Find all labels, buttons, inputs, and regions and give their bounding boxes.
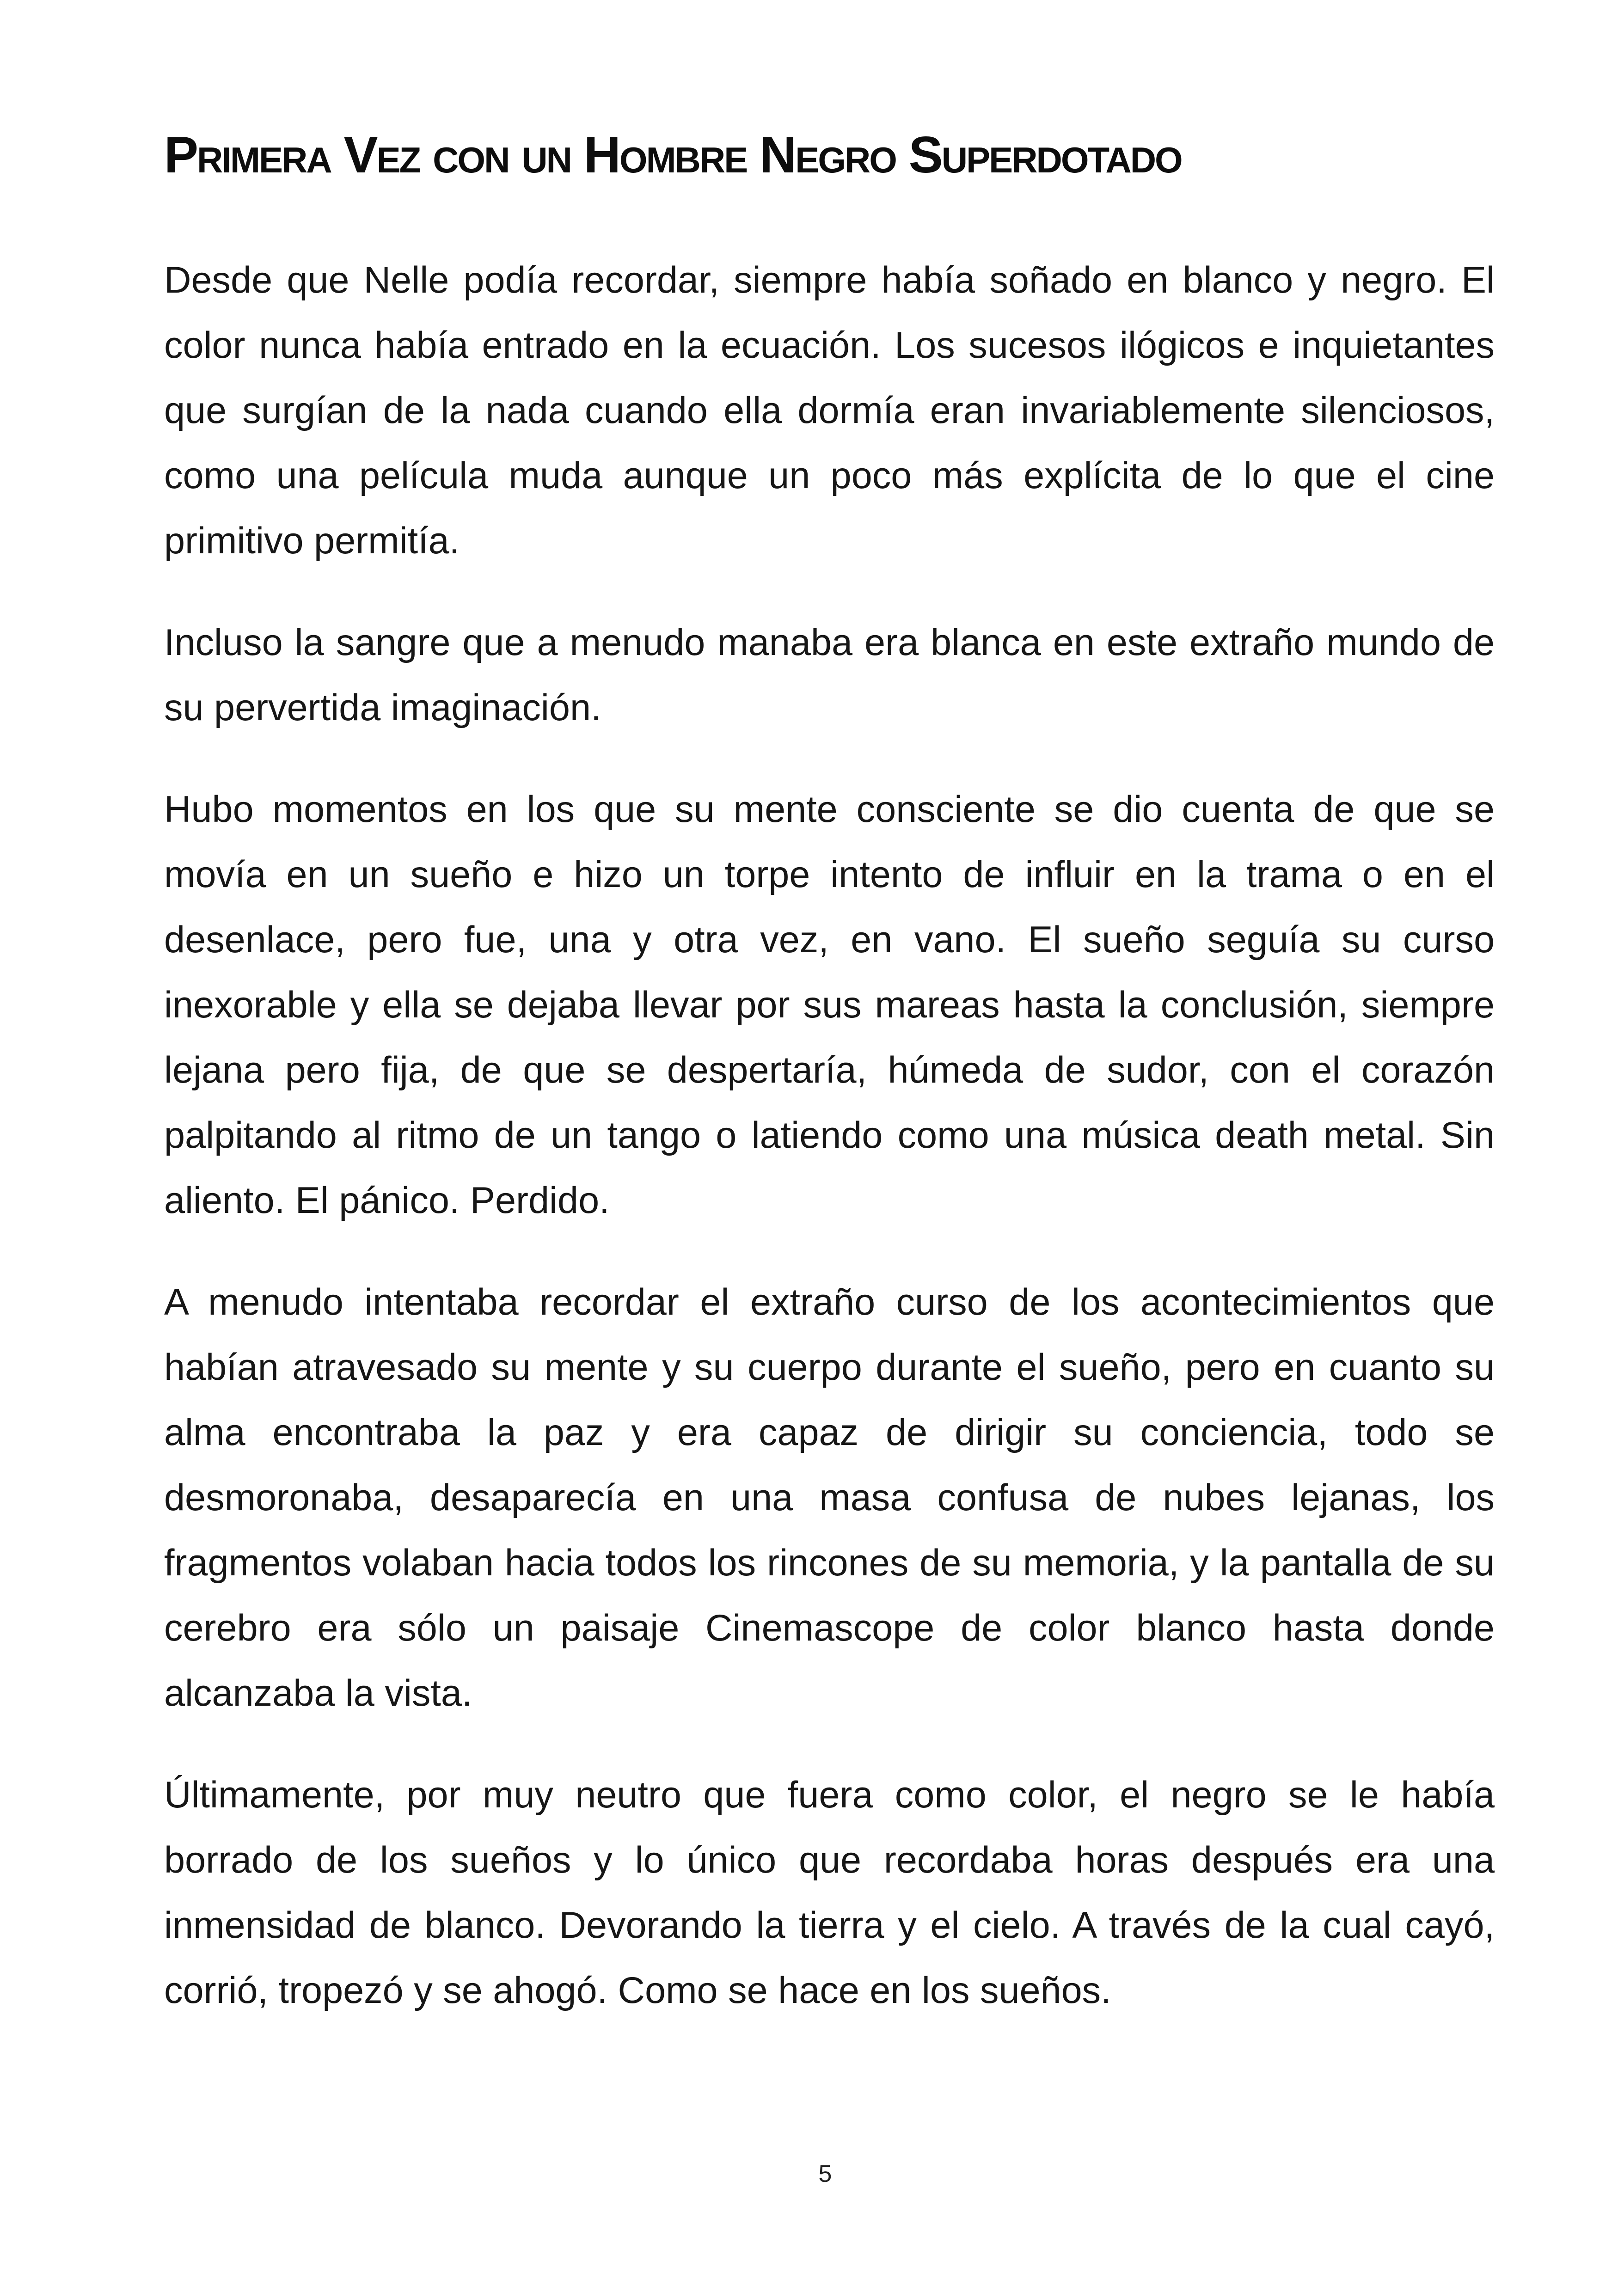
body-text bbox=[164, 248, 1495, 2023]
paragraph: Últimamente, por muy neutro que fuera como color, el negro se le había borrado de los sueños y lo único que recordaba horas después era una inmensidad de blanco. Devorando la tierra y el cielo. A través de la cual cayó, corrió, tropezó y se ahogó. Como se hace en los sueños. bbox=[164, 1774, 1495, 2011]
page-number: 5 bbox=[818, 2161, 832, 2187]
paragraph: Incluso la sangre que a menudo manaba era blanca en este extraño mundo de su pervertida imaginación. bbox=[164, 622, 1495, 729]
paragraph: Desde que Nelle podía recordar, siempre había soñado en blanco y negro. El color nunca había entrado en la ecuación. Los sucesos ilógicos e inquietantes que surgían de la nada cuando ella dormía eran invariablemente silenciosos, como una película muda aunque un poco más explícita de lo que el cine primitivo permitía. bbox=[164, 259, 1495, 562]
paragraph: A menudo intentaba recordar el extraño curso de los acontecimientos que habían atravesado su mente y su cuerpo durante el sueño, pero en cuanto su alma encontraba la paz y era capaz de dirigir su conciencia, todo se desmoronaba, desaparecía en una masa confusa de nubes lejanas, los fragmentos volaban hacia todos los rincones de su memoria, y la pantalla de su cerebro era sólo un paisaje Cinemascope de color blanco hasta donde alcanzaba la vista. bbox=[164, 1281, 1495, 1714]
chapter-title: Primera Vez con un Hombre Negro Superdotado bbox=[164, 126, 1182, 184]
paragraph: Hubo momentos en los que su mente consciente se dio cuenta de que se movía en un sueño e hizo un torpe intento de influir en la trama o en el desenlace, pero fue, una y otra vez, en vano. El sueño seguía su curso inexorable y ella se dejaba llevar por sus mareas hasta la conclusión, siempre lejana pero fija, de que se despertaría, húmeda de sudor, con el corazón palpitando al ritmo de un tango o latiendo como una música death metal. Sin aliento. El pánico. Perdido. bbox=[164, 789, 1495, 1221]
